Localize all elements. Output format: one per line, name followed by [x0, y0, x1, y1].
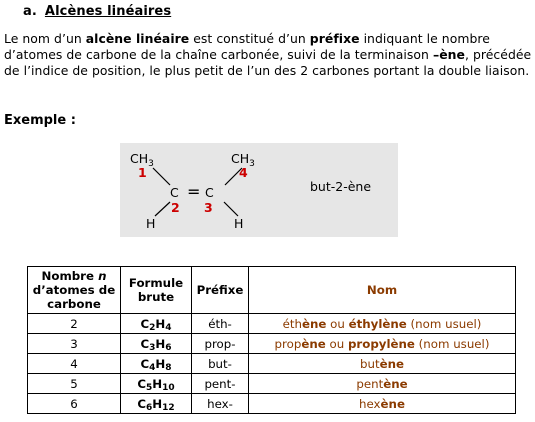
formula-h-count: 10 — [162, 382, 175, 393]
position-index-4: 4 — [239, 165, 248, 180]
cell-name — [249, 354, 516, 374]
table-row — [28, 354, 516, 374]
name-part: but — [360, 356, 380, 371]
formula-h: H — [155, 356, 166, 371]
name-part: ou — [326, 316, 349, 331]
formula-h-count: 12 — [162, 402, 175, 413]
formula-c-count: 3 — [149, 342, 156, 353]
cell-prefix: pent- — [192, 374, 249, 394]
name-bold-part: propylène — [347, 336, 415, 351]
cell-prefix: but- — [192, 354, 249, 374]
cell-name — [249, 374, 516, 394]
hydrogen-right-label: H — [234, 216, 244, 231]
example-label: Exemple : — [4, 113, 76, 128]
formula-c: C — [140, 336, 150, 351]
paragraph-text: indiquant le nombre d’atomes de carbone de la chaîne carbonée, suivi de la terminaison — [4, 31, 490, 62]
position-index-2: 2 — [171, 200, 180, 215]
name-part: (nom usuel) — [406, 316, 482, 331]
header-prefix: Préfixe — [192, 267, 249, 314]
name-part: prop — [274, 336, 302, 351]
formula-c: C — [140, 316, 150, 331]
bond-h-left — [155, 202, 170, 216]
cell-name — [249, 394, 516, 414]
formula-h: H — [152, 376, 163, 391]
name-bold-part: ène — [379, 356, 404, 371]
formula-c: C — [140, 356, 150, 371]
cell-prefix: hex- — [192, 394, 249, 414]
paragraph-bold-term: alcène linéaire — [85, 31, 190, 46]
name-bold-part: ène — [301, 336, 326, 351]
hydrogen-left-label: H — [146, 216, 156, 231]
paragraph-text: , précédée de l’indice de position, le plus petit de l’un des 2 carbones portant la double liaison. — [4, 47, 532, 78]
name-part: ou — [325, 336, 348, 351]
formula-h: H — [155, 336, 166, 351]
cell-carbon-count: 6 — [28, 394, 121, 414]
table-row — [28, 374, 516, 394]
cell-formula — [121, 394, 192, 414]
cell-prefix: éth- — [192, 314, 249, 334]
name-bold-part: éthylène — [348, 316, 407, 331]
bond-ch3-left — [153, 168, 170, 185]
name-part: pent — [356, 376, 384, 391]
name-part: (nom usuel) — [414, 336, 490, 351]
position-index-3: 3 — [204, 200, 213, 215]
name-part: hex — [359, 396, 381, 411]
formula-h-count: 6 — [165, 342, 172, 353]
section-heading — [23, 4, 171, 19]
cell-carbon-count: 4 — [28, 354, 121, 374]
cell-formula — [121, 374, 192, 394]
formula-c-count: 6 — [146, 402, 153, 413]
formula-c: C — [137, 376, 146, 391]
cell-name — [249, 334, 516, 354]
paragraph-bold-term: –ène — [432, 47, 465, 62]
cell-formula — [121, 334, 192, 354]
header-carbon-count: Nombre n d’atomes de carbone — [28, 267, 121, 314]
section-title: Alcènes linéaires — [44, 4, 172, 19]
carbon-left-label: C — [170, 185, 179, 200]
paragraph-text: est constitué d’un — [189, 31, 310, 46]
name-bold-part: ène — [302, 316, 327, 331]
formula-c: C — [137, 396, 146, 411]
header-name: Nom — [249, 267, 516, 314]
formula-h-count: 8 — [165, 362, 172, 373]
molecule-name: but-2-ène — [310, 179, 372, 194]
cell-carbon-count: 3 — [28, 334, 121, 354]
formula-c-count: 4 — [149, 362, 156, 373]
paragraph-bold-term: préfixe — [309, 31, 360, 46]
paragraph-text: Le nom d’un — [4, 31, 86, 46]
double-bond-symbol: = — [187, 182, 201, 201]
formula-h-count: 4 — [165, 322, 172, 333]
table-row — [28, 314, 516, 334]
alkene-table — [27, 266, 516, 414]
molecule-diagram — [120, 143, 398, 237]
cell-prefix: prop- — [192, 334, 249, 354]
definition-paragraph — [4, 31, 532, 79]
formula-c-count: 2 — [149, 322, 156, 333]
bond-h-right — [224, 202, 238, 216]
ch3-right-label: $CH_3$ — [231, 151, 255, 169]
cell-formula — [121, 314, 192, 334]
name-part: éth — [282, 316, 303, 331]
formula-c-count: 5 — [146, 382, 153, 393]
ch3-left-label: $CH_3$ — [130, 151, 154, 169]
formula-h: H — [155, 316, 166, 331]
cell-name — [249, 314, 516, 334]
table-row — [28, 334, 516, 354]
section-number: a. — [23, 4, 37, 19]
cell-carbon-count: 2 — [28, 314, 121, 334]
name-bold-part: ène — [383, 376, 408, 391]
header-formula: Formule brute — [121, 267, 192, 314]
position-index-1: 1 — [138, 165, 147, 180]
formula-h: H — [152, 396, 163, 411]
carbon-right-label: C — [205, 185, 214, 200]
table-header-row — [28, 267, 516, 314]
cell-formula — [121, 354, 192, 374]
name-bold-part: ène — [380, 396, 405, 411]
table-row — [28, 394, 516, 414]
cell-carbon-count: 5 — [28, 374, 121, 394]
